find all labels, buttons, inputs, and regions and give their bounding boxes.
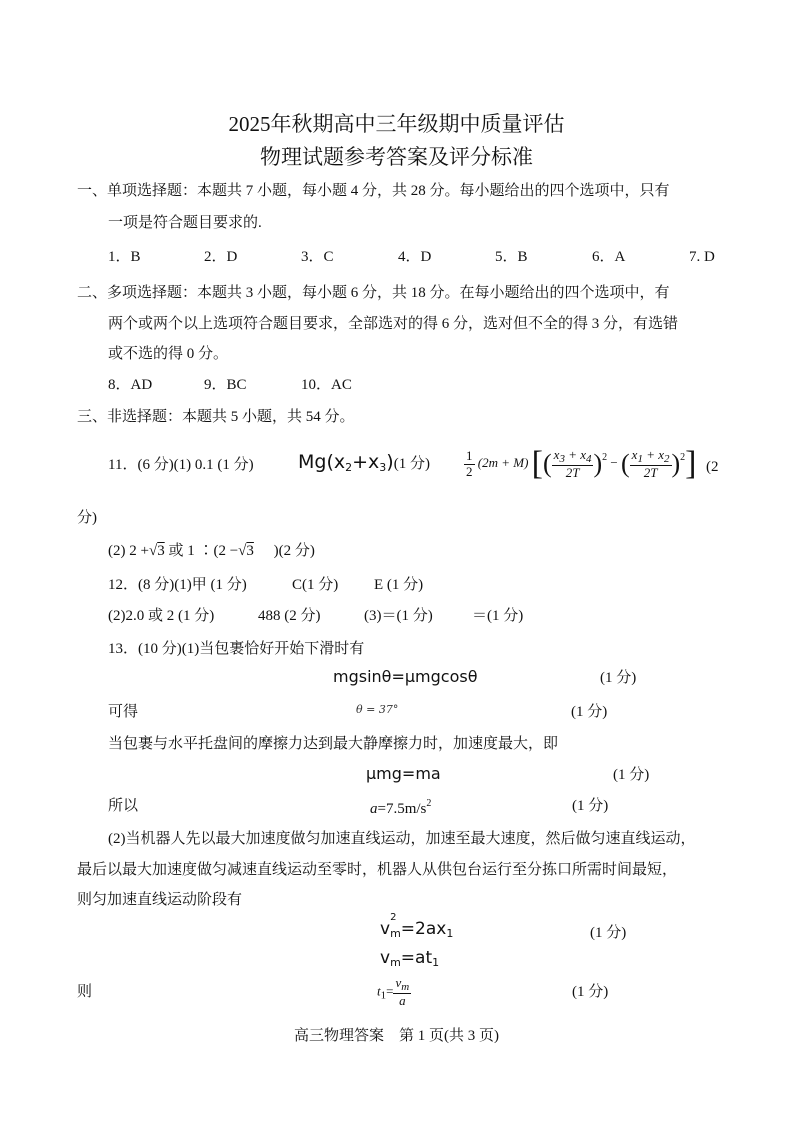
q13-kede: 可得 bbox=[108, 704, 139, 720]
q13-eq2: μmg=ma bbox=[366, 764, 441, 783]
q11-energy-formula: $\frac{1}{2}$ (2m + M) [( $\frac{x_3 + x_4}{2T}$ )$^2$ − ( $\frac{x_1 + x_2}{2T}$ )$^2$] bbox=[466, 445, 697, 482]
q13-eq1-score: (1 分) bbox=[600, 670, 637, 686]
q13-theta: θ = 37° bbox=[356, 703, 399, 716]
q12-line1-c: E (1 分) bbox=[374, 577, 424, 593]
q11-part2-suffix: )(2 分) bbox=[273, 543, 315, 559]
q13-intro: 13．(10 分)(1)当包裹恰好开始下滑时有 bbox=[108, 641, 365, 657]
q13-part2-line1: (2)当机器人先以最大加速度做匀加速直线运动，加速至最大速度，然后做匀速直线运动， bbox=[108, 831, 696, 847]
page-title: 2025年秋期高中三年级期中质量评估 bbox=[228, 112, 565, 136]
q13-theta-score: (1 分) bbox=[571, 704, 608, 720]
q11-intro: 11．(6 分)(1) 0.1 (1 分) bbox=[108, 457, 254, 473]
answer-1: 1．B bbox=[108, 249, 141, 265]
q13-part2-line3: 则匀加速直线运动阶段有 bbox=[77, 892, 243, 908]
q11-energy-score-wrap: 分) bbox=[77, 510, 97, 526]
q12-line2-b: 488 (2 分) bbox=[258, 608, 321, 624]
q12-line2-c: (3)＝(1 分) bbox=[364, 608, 433, 624]
q12-line2-a: (2)2.0 或 2 (1 分) bbox=[108, 608, 215, 624]
q11-mg-score: (1 分) bbox=[393, 456, 430, 472]
q13-desc: 当包裹与水平托盘间的摩擦力达到最大静摩擦力时，加速度最大，即 bbox=[108, 736, 559, 752]
q13-eq1: mgsinθ=μmgcosθ bbox=[333, 667, 478, 686]
q11-part2-mid: 或 1 bbox=[168, 543, 195, 559]
page-footer: 高三物理答案 第 1 页(共 3 页) bbox=[294, 1028, 499, 1044]
q11-part2-prefix: (2) 2 + bbox=[108, 543, 149, 559]
q11-mg-formula: $Mg(x_2+x_3)(1$ 分) bbox=[298, 451, 430, 474]
section3-heading: 三、非选择题：本题共 5 小题，共 54 分。 bbox=[77, 409, 355, 425]
q13-ze: 则 bbox=[77, 984, 93, 1000]
q13-eq3-score: (1 分) bbox=[590, 925, 627, 941]
q13-eq4: $v_m=at_1$ bbox=[380, 948, 440, 969]
q13-a-result: $a=7.5m/s^2$ bbox=[370, 798, 432, 817]
sqrt3-a: √3 bbox=[148, 543, 165, 559]
answer-8: 8．AD bbox=[108, 377, 153, 393]
q13-suoyi bbox=[108, 799, 138, 814]
q13-eq3: v $_{2 m}=2ax_1$ bbox=[380, 912, 454, 940]
q13-part2-line2: 最后以最大加速度做匀减速直线运动至零时，机器人从供包台运行至分拣口所需时间最短， bbox=[77, 862, 678, 878]
answer-4: 4．D bbox=[398, 249, 432, 265]
q12-line2-d: ＝(1 分) bbox=[472, 608, 524, 624]
q13-a-value: =7.5m/s bbox=[377, 801, 427, 817]
sqrt3-b: √3 bbox=[238, 543, 254, 559]
q13-eq2-score: (1 分) bbox=[613, 767, 650, 783]
section1-heading: 一、单项选择题：本题共 7 小题，每小题 4 分，共 28 分。每小题给出的四个选项中，只有 bbox=[77, 183, 670, 199]
answer-6: 6．A bbox=[592, 249, 626, 265]
q12-line1-b: C(1 分) bbox=[292, 577, 339, 593]
answer-9: 9．BC bbox=[204, 377, 247, 393]
answer-7: 7. D bbox=[689, 249, 715, 265]
section2-heading: 二、多项选择题：本题共 3 小题，每小题 6 分，共 18 分。在每小题给出的四个选项中，有 bbox=[77, 285, 670, 301]
answer-10: 10．AC bbox=[301, 377, 352, 393]
answer-3: 3．C bbox=[301, 249, 334, 265]
section2-heading-cont2: 或不选的得 0 分。 bbox=[108, 346, 229, 362]
page-subtitle: 物理试题参考答案及评分标准 bbox=[260, 145, 533, 169]
q13-a-score: (1 分) bbox=[572, 798, 609, 814]
answer-5: 5．B bbox=[495, 249, 528, 265]
q12-line1-a: 12．(8 分)(1)甲 (1 分) bbox=[108, 577, 247, 593]
answer-2: 2．D bbox=[204, 249, 238, 265]
section2-heading-cont1: 两个或两个以上选项符合题目要求，全部选对的得 6 分，选对但不全的得 3 分，有选错 bbox=[108, 316, 679, 332]
q13-t1-formula: $t_1=$ $\frac{v_m}{a}$ bbox=[377, 975, 410, 1009]
q13-t1-score: (1 分) bbox=[572, 984, 609, 1000]
q11-energy-score: (2 bbox=[706, 459, 719, 475]
q13-suoyi-label: 所以 bbox=[108, 798, 139, 814]
section1-heading-cont: 一项是符合题目要求的. bbox=[108, 215, 262, 231]
q11-part2: (2) 2 +√3 或 1 ∶(2 −√3 )(2 分) bbox=[108, 543, 315, 559]
